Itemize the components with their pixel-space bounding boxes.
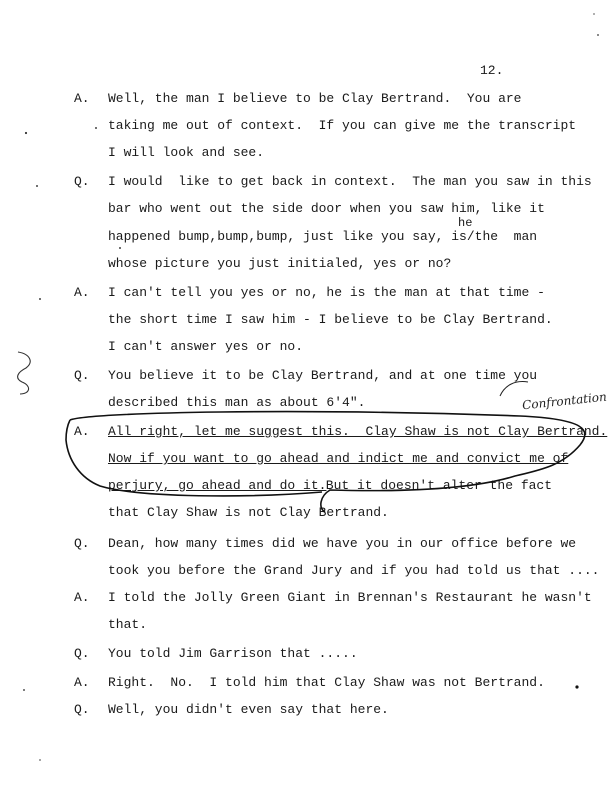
handwritten-margin-note: Confrontation <box>521 389 608 413</box>
speaker-label: A. <box>74 675 90 690</box>
speck <box>25 132 27 134</box>
transcript-line: I would like to get back in context. The man you saw in this <box>108 174 592 189</box>
transcript-line: bar who went out the side door when you saw him, like it <box>108 201 545 216</box>
transcript-line: whose picture you just initialed, yes or no? <box>108 256 452 271</box>
transcript-line: described this man as about 6'4". <box>108 395 366 410</box>
speck <box>39 759 41 761</box>
speaker-label: A. <box>74 285 90 300</box>
interlinear-insert: he <box>458 216 473 230</box>
speaker-label: Q. <box>74 368 90 383</box>
speck <box>23 689 25 691</box>
transcript-line-tail: But it doesn't alter the fact <box>318 478 553 493</box>
speaker-label: Q. <box>74 702 90 717</box>
transcript-line: Well, you didn't even say that here. <box>108 702 389 717</box>
speaker-label: A. <box>74 91 90 106</box>
speck <box>593 13 595 15</box>
hand-drawn-circle <box>66 412 585 512</box>
speaker-label: A. <box>74 424 90 439</box>
transcript-line: took you before the Grand Jury and if you had told us that .... <box>108 563 600 578</box>
speck <box>119 247 121 249</box>
transcript-line: Well, the man I believe to be Clay Bertrand. You are <box>108 91 522 106</box>
transcript-line: All right, let me suggest this. Clay Shaw is not Clay Bertrand. <box>108 424 608 439</box>
confrontation-pointer <box>500 382 528 396</box>
speck <box>597 34 599 36</box>
speaker-label: Q. <box>74 174 90 189</box>
transcript-line: happened bump,bump,bump, just like you say, is/the man <box>108 229 538 244</box>
speaker-label: A. <box>74 590 90 605</box>
transcript-line: perjury, go ahead and do it. <box>108 478 327 493</box>
transcript-line: You believe it to be Clay Bertrand, and at one time you <box>108 368 538 383</box>
transcript-line: I can't answer yes or no. <box>108 339 304 354</box>
transcript-line: that. <box>108 617 148 632</box>
transcript-line: that Clay Shaw is not Clay Bertrand. <box>108 505 389 520</box>
speck <box>39 298 41 300</box>
transcript-line: Now if you want to go ahead and indict me and convict me of <box>108 451 569 466</box>
transcript-line: I will look and see. <box>108 145 265 160</box>
speaker-label: Q. <box>74 536 90 551</box>
page-number: 12. <box>480 63 504 78</box>
speck <box>575 685 578 688</box>
transcript-line: I told the Jolly Green Giant in Brennan's Restaurant he wasn't <box>108 590 592 605</box>
transcript-line: I can't tell you yes or no, he is the man at that time - <box>108 285 545 300</box>
transcript-line: taking me out of context. If you can give me the transcript <box>108 118 577 133</box>
margin-scribble <box>18 352 31 394</box>
transcript-line: Right. No. I told him that Clay Shaw was not Bertrand. <box>108 675 545 690</box>
transcript-line: Dean, how many times did we have you in our office before we <box>108 536 577 551</box>
transcript-line: the short time I saw him - I believe to be Clay Bertrand. <box>108 312 553 327</box>
transcript-line: You told Jim Garrison that ..... <box>108 646 358 661</box>
speck <box>95 127 97 129</box>
speaker-label: Q. <box>74 646 90 661</box>
speck <box>36 185 38 187</box>
